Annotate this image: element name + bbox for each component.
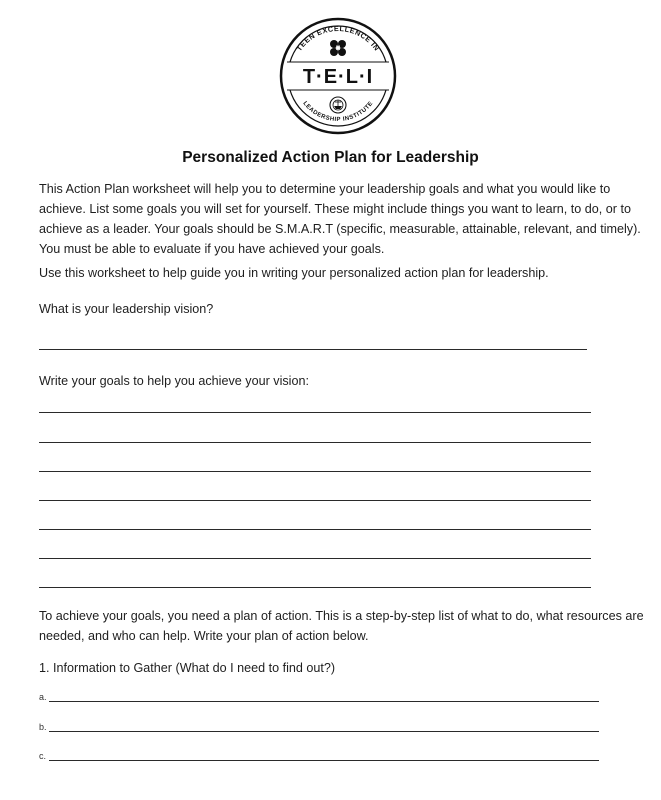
logo-wordmark: T·E·L·I: [302, 66, 374, 88]
item-answer-line[interactable]: [49, 760, 599, 761]
goal-answer-line[interactable]: [39, 587, 591, 588]
goal-answer-line[interactable]: [39, 529, 591, 530]
intro-paragraph: This Action Plan worksheet will help you to determine your leadership goals and what you would like to achieve. List some goals you will set for yourself. These might include things you want to learn, to do, or to achieve as a leader. Your goals should be S.M.A.R.T (specific, measurable, attainable, relevant, and timely). You must be able to evaluate if you have achieved your goals.: [39, 182, 641, 256]
ffa-emblem-icon: [330, 97, 346, 113]
logo-arc-bottom-text: LEADERSHIP INSTITUTE: [301, 100, 375, 124]
logo-arc-top-text: TEEN EXCELLENCE IN: [294, 23, 382, 53]
use-worksheet-paragraph: Use this worksheet to help guide you in writing your personalized action plan for leadership.: [39, 266, 549, 280]
teli-logo: [279, 17, 397, 135]
goal-answer-line[interactable]: [39, 500, 591, 501]
goals-prompt: Write your goals to help you achieve your vision:: [39, 374, 309, 388]
vision-question: What is your leadership vision?: [39, 302, 214, 316]
page-title: Personalized Action Plan for Leadership: [182, 149, 479, 166]
goal-answer-line[interactable]: [39, 442, 591, 443]
teli-seal: [279, 17, 397, 135]
info-item-a: [39, 692, 599, 712]
info-item-c: [39, 751, 599, 771]
vision-answer-line[interactable]: [39, 349, 587, 350]
item-answer-line[interactable]: [49, 701, 599, 702]
item-answer-line[interactable]: [49, 731, 599, 732]
item-label: a.: [39, 692, 47, 702]
goal-answer-line[interactable]: [39, 471, 591, 472]
info-item-b: [39, 722, 599, 742]
goal-answer-line[interactable]: [39, 558, 591, 559]
svg-text:H: H: [335, 46, 341, 53]
item-label: c.: [39, 751, 47, 761]
goal-answer-line[interactable]: [39, 412, 591, 413]
item-label: b.: [39, 722, 47, 732]
action-plan-intro: To achieve your goals, you need a plan of action. This is a step-by-step list of what to do, what resources are needed, and who can help. Write your plan of action below.: [39, 609, 644, 643]
section-1-heading: 1. Information to Gather (What do I need to find out?): [39, 661, 336, 675]
